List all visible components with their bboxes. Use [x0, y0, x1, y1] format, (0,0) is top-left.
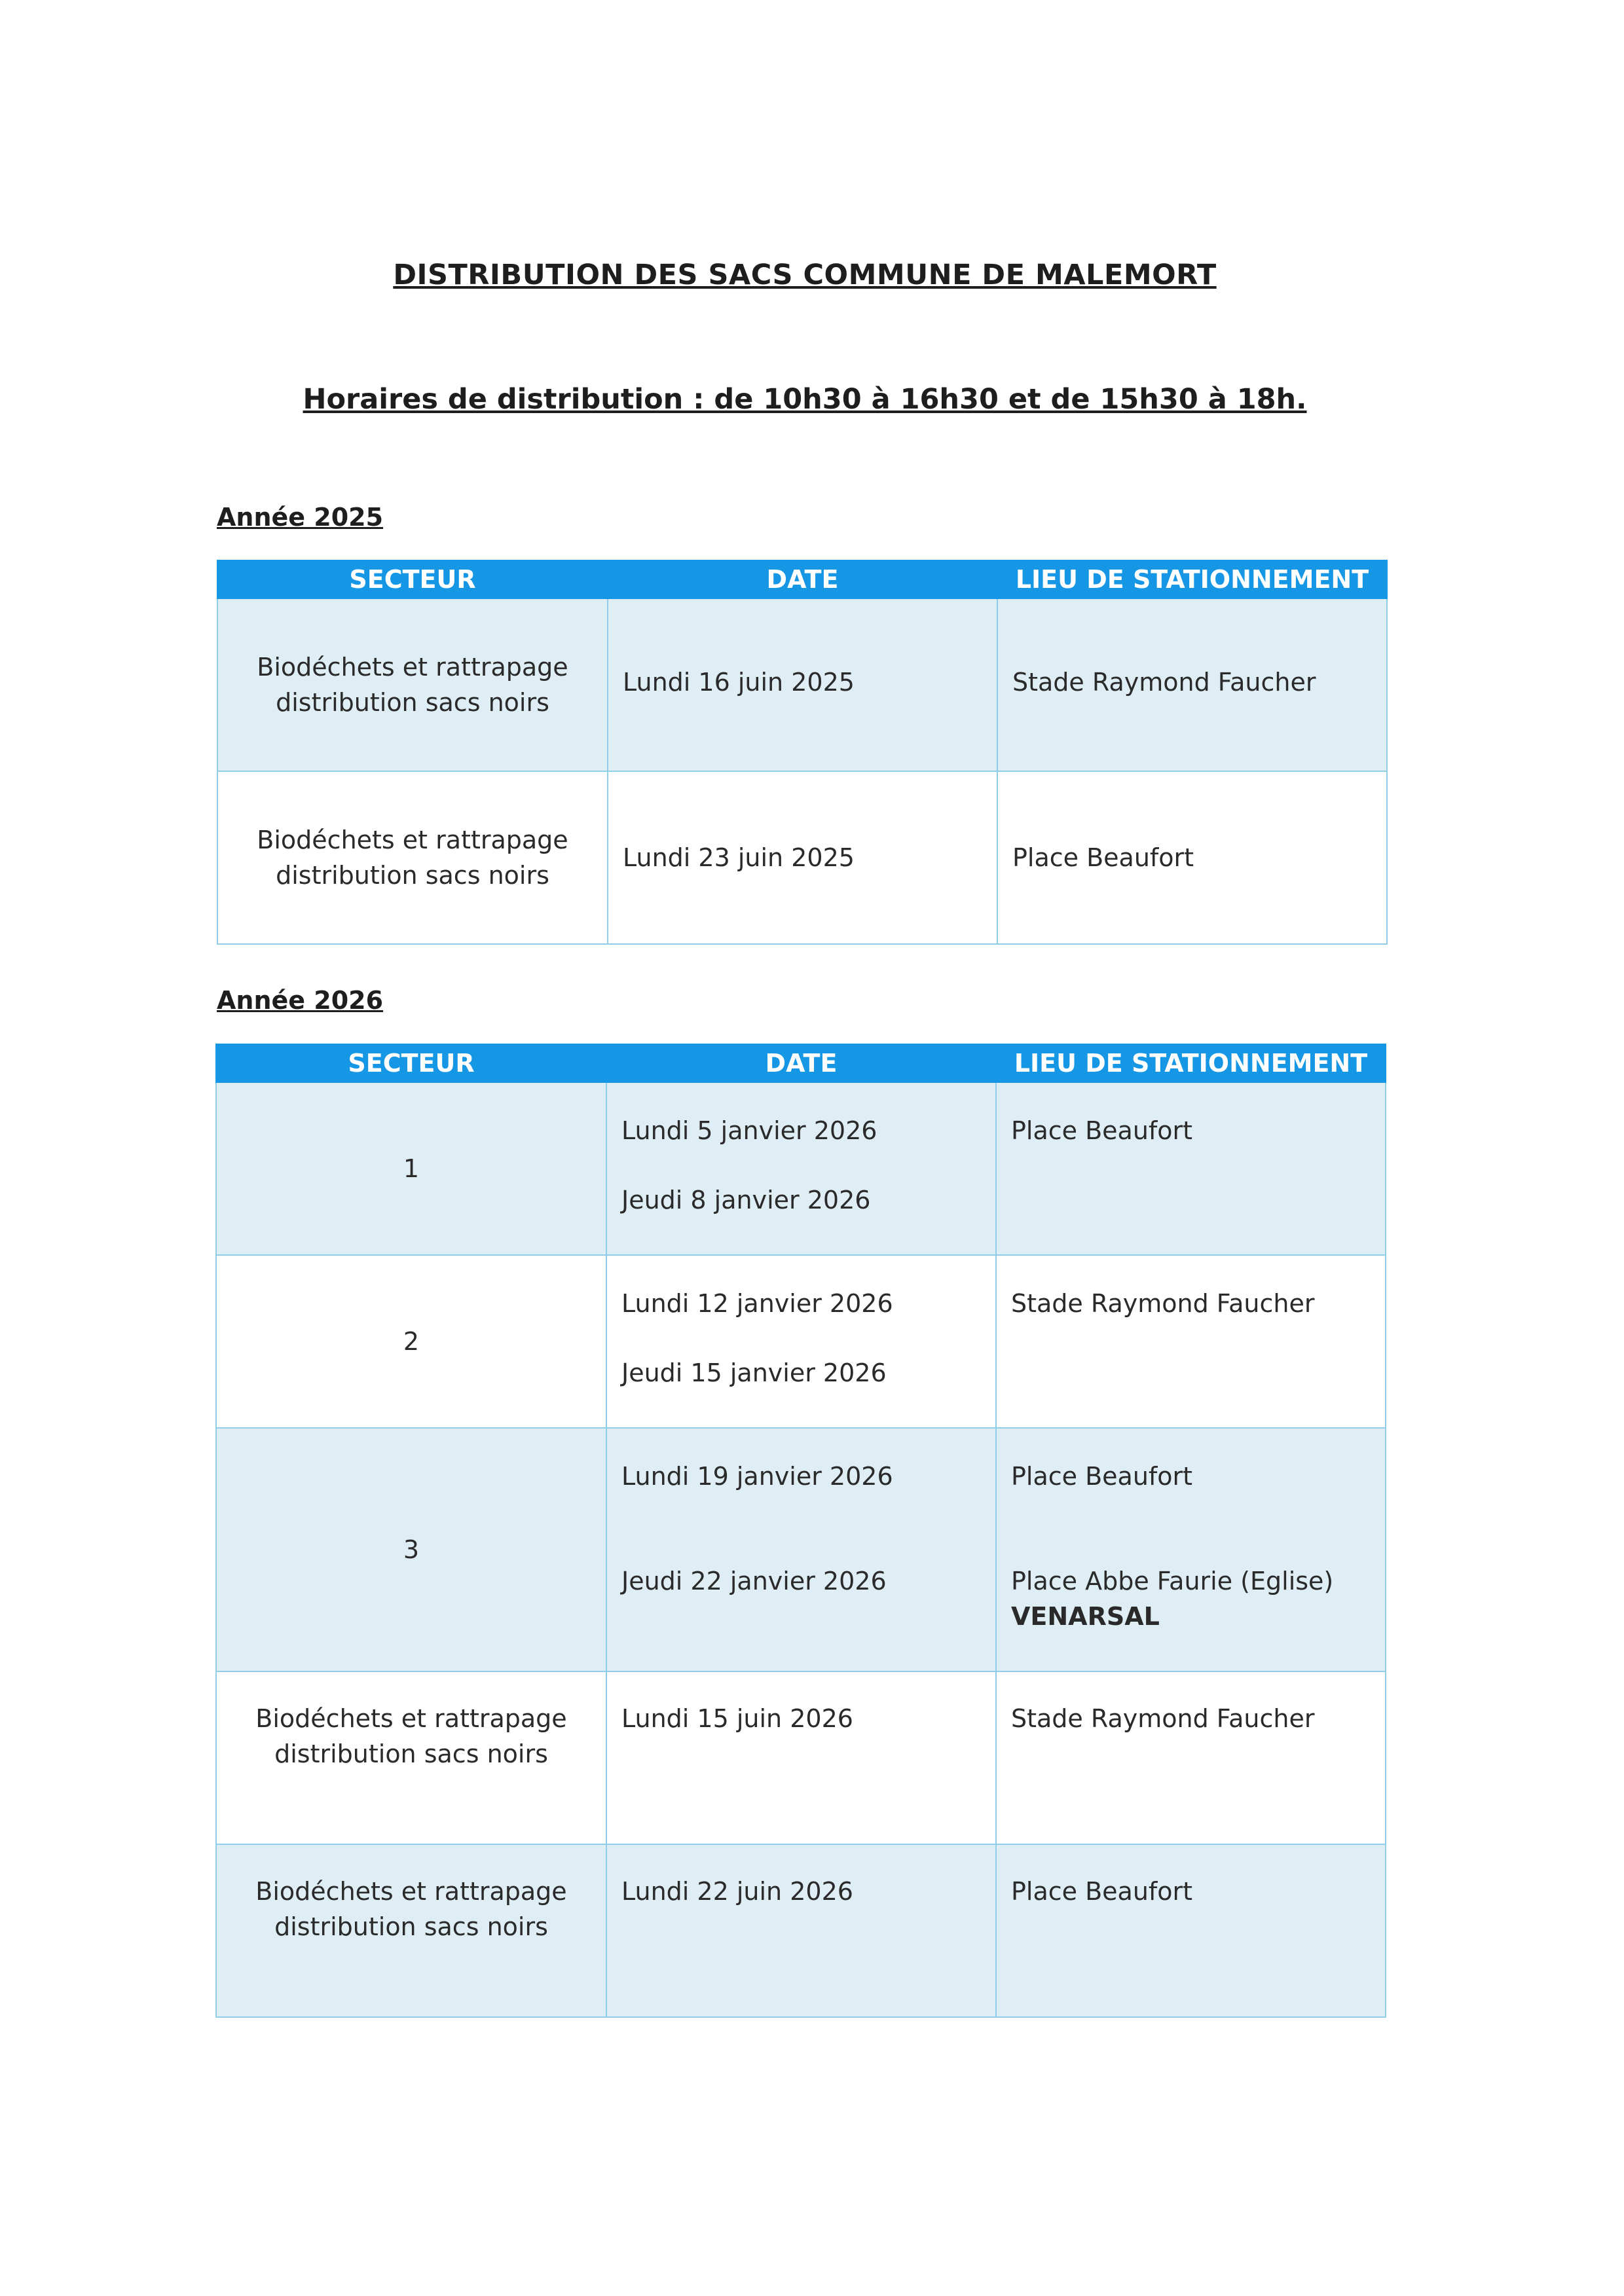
header-lieu: LIEU DE STATIONNEMENT — [997, 560, 1387, 598]
cell-lieu: Place Beaufort Place Abbe Faurie (Eglise) VENARSAL — [996, 1428, 1386, 1671]
cell-date: Lundi 23 juin 2025 — [608, 771, 997, 944]
table-2025 — [217, 560, 1388, 945]
cell-secteur: 1 — [216, 1082, 606, 1255]
cell-secteur: 2 — [216, 1255, 606, 1428]
cell-lieu: Place Beaufort — [997, 771, 1387, 944]
header-secteur: SECTEUR — [217, 560, 608, 598]
cell-date: Lundi 19 janvier 2026 Jeudi 22 janvier 2026 — [606, 1428, 996, 1671]
cell-lieu: Stade Raymond Faucher — [996, 1671, 1386, 1844]
table-row — [217, 771, 1387, 944]
cell-date: Lundi 22 juin 2026 — [606, 1844, 996, 2017]
cell-lieu: Place Beaufort — [996, 1082, 1386, 1255]
cell-date: Lundi 16 juin 2025 — [608, 598, 997, 771]
table-row — [216, 1255, 1386, 1428]
cell-secteur: Biodéchets et rattrapage distribution sacs noirs — [217, 598, 608, 771]
distribution-hours: Horaires de distribution : de 10h30 à 16h30 et de 15h30 à 18h. — [303, 383, 1307, 416]
cell-secteur: Biodéchets et rattrapage distribution sacs noirs — [216, 1671, 606, 1844]
header-secteur: SECTEUR — [216, 1044, 606, 1082]
cell-secteur: Biodéchets et rattrapage distribution sacs noirs — [216, 1844, 606, 2017]
table-2026 — [215, 1044, 1386, 2018]
cell-date: Lundi 12 janvier 2026 Jeudi 15 janvier 2026 — [606, 1255, 996, 1428]
table-row — [216, 1082, 1386, 1255]
header-date: DATE — [606, 1044, 996, 1082]
page-title: DISTRIBUTION DES SACS COMMUNE DE MALEMORT — [393, 259, 1217, 291]
header-lieu: LIEU DE STATIONNEMENT — [996, 1044, 1386, 1082]
cell-secteur: 3 — [216, 1428, 606, 1671]
header-date: DATE — [608, 560, 997, 598]
year-2025-heading: Année 2025 — [217, 503, 384, 532]
cell-lieu: Place Beaufort — [996, 1844, 1386, 2017]
year-2026-heading: Année 2026 — [217, 986, 384, 1015]
cell-lieu: Stade Raymond Faucher — [997, 598, 1387, 771]
cell-lieu: Stade Raymond Faucher — [996, 1255, 1386, 1428]
table-row — [216, 1844, 1386, 2017]
table-row — [216, 1428, 1386, 1671]
table-row — [217, 598, 1387, 771]
cell-date: Lundi 5 janvier 2026 Jeudi 8 janvier 2026 — [606, 1082, 996, 1255]
cell-date: Lundi 15 juin 2026 — [606, 1671, 996, 1844]
table-row — [216, 1671, 1386, 1844]
cell-secteur: Biodéchets et rattrapage distribution sacs noirs — [217, 771, 608, 944]
